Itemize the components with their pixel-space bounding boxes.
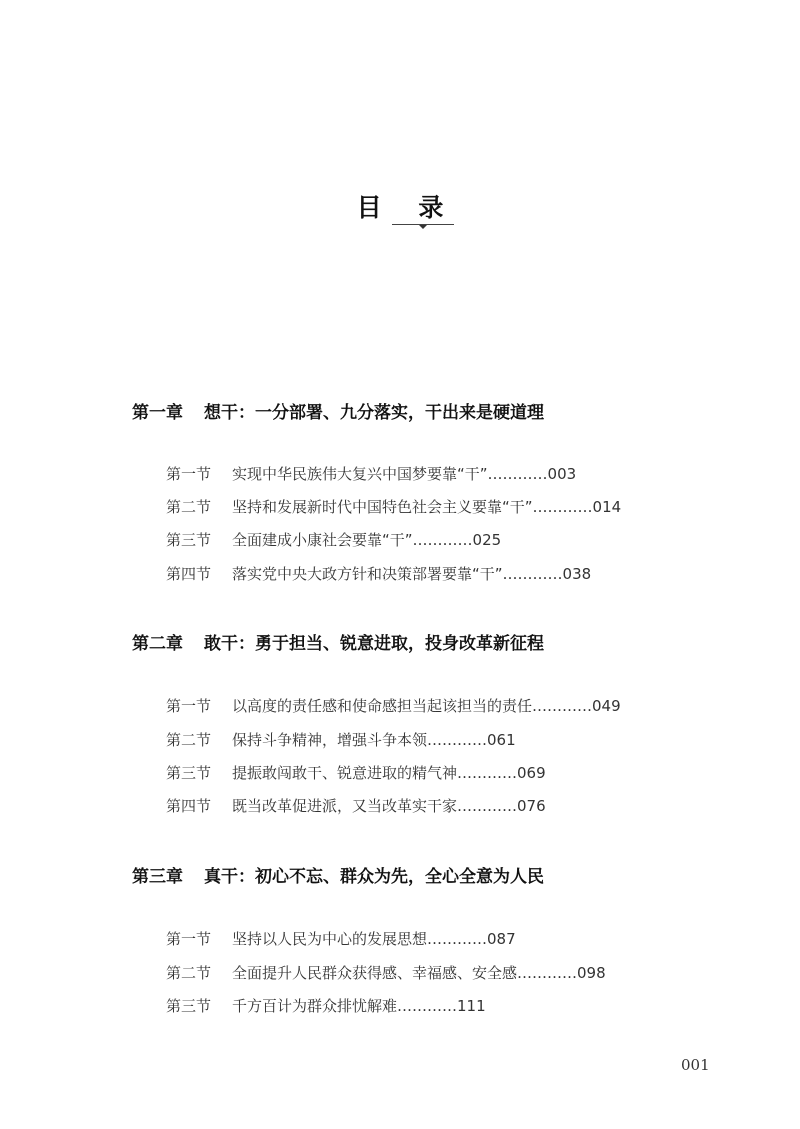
- section-title: 坚持和发展新时代中国特色社会主义要靠“干”…………014: [232, 498, 622, 516]
- section-title: 保持斗争精神，增强斗争本领…………061: [232, 731, 516, 749]
- toc-entry[interactable]: [166, 563, 591, 584]
- section-title: 实现中华民族伟大复兴中国梦要靠“干”…………003: [232, 465, 577, 483]
- section-number: 第一节: [166, 930, 212, 948]
- chapter-number: 第一章: [132, 403, 183, 423]
- toc-entry[interactable]: [166, 928, 516, 949]
- section-number: 第三节: [166, 531, 212, 549]
- toc-entry[interactable]: [166, 762, 546, 783]
- section-title: 以高度的责任感和使命感担当起该担当的责任…………049: [232, 697, 621, 715]
- section-number: 第三节: [166, 764, 212, 782]
- chapter-number: 第二章: [132, 634, 183, 654]
- title-arrow-icon: [419, 225, 427, 229]
- toc-entry[interactable]: [166, 962, 606, 983]
- toc-entry[interactable]: [166, 695, 621, 716]
- section-title: 落实党中央大政方针和决策部署要靠“干”…………038: [232, 565, 592, 583]
- toc-entry[interactable]: [166, 995, 486, 1016]
- toc-entry[interactable]: [166, 729, 516, 750]
- chapter-3-heading: [132, 862, 544, 887]
- section-number: 第三节: [166, 997, 212, 1015]
- toc-entry[interactable]: [166, 496, 621, 517]
- section-title: 提振敢闯敢干、锐意进取的精气神…………069: [232, 764, 546, 782]
- section-title: 全面建成小康社会要靠“干”…………025: [232, 531, 502, 549]
- section-number: 第一节: [166, 697, 212, 715]
- chapter-title: 真干：初心不忘、群众为先，全心全意为人民: [204, 867, 544, 887]
- section-title: 坚持以人民为中心的发展思想…………087: [232, 930, 516, 948]
- chapter-title: 想干：一分部署、九分落实，干出来是硬道理: [204, 403, 544, 423]
- section-title: 全面提升人民群众获得感、幸福感、安全感…………098: [232, 964, 606, 982]
- toc-entry[interactable]: [166, 463, 576, 484]
- section-title: 千方百计为群众排忧解难…………111: [232, 997, 486, 1015]
- chapter-2-heading: [132, 629, 544, 654]
- toc-entry[interactable]: [166, 795, 546, 816]
- section-title: 既当改革促进派，又当改革实干家…………076: [232, 797, 546, 815]
- section-number: 第一节: [166, 465, 212, 483]
- chapter-number: 第三章: [132, 867, 183, 887]
- section-number: 第二节: [166, 964, 212, 982]
- toc-title: 目 录: [356, 193, 458, 222]
- section-number: 第二节: [166, 731, 212, 749]
- toc-entry[interactable]: [166, 529, 501, 550]
- page-number: 001: [681, 1056, 710, 1074]
- section-number: 第二节: [166, 498, 212, 516]
- section-number: 第四节: [166, 565, 212, 583]
- section-number: 第四节: [166, 797, 212, 815]
- chapter-title: 敢干：勇于担当、锐意进取，投身改革新征程: [204, 634, 544, 654]
- chapter-1-heading: [132, 398, 544, 423]
